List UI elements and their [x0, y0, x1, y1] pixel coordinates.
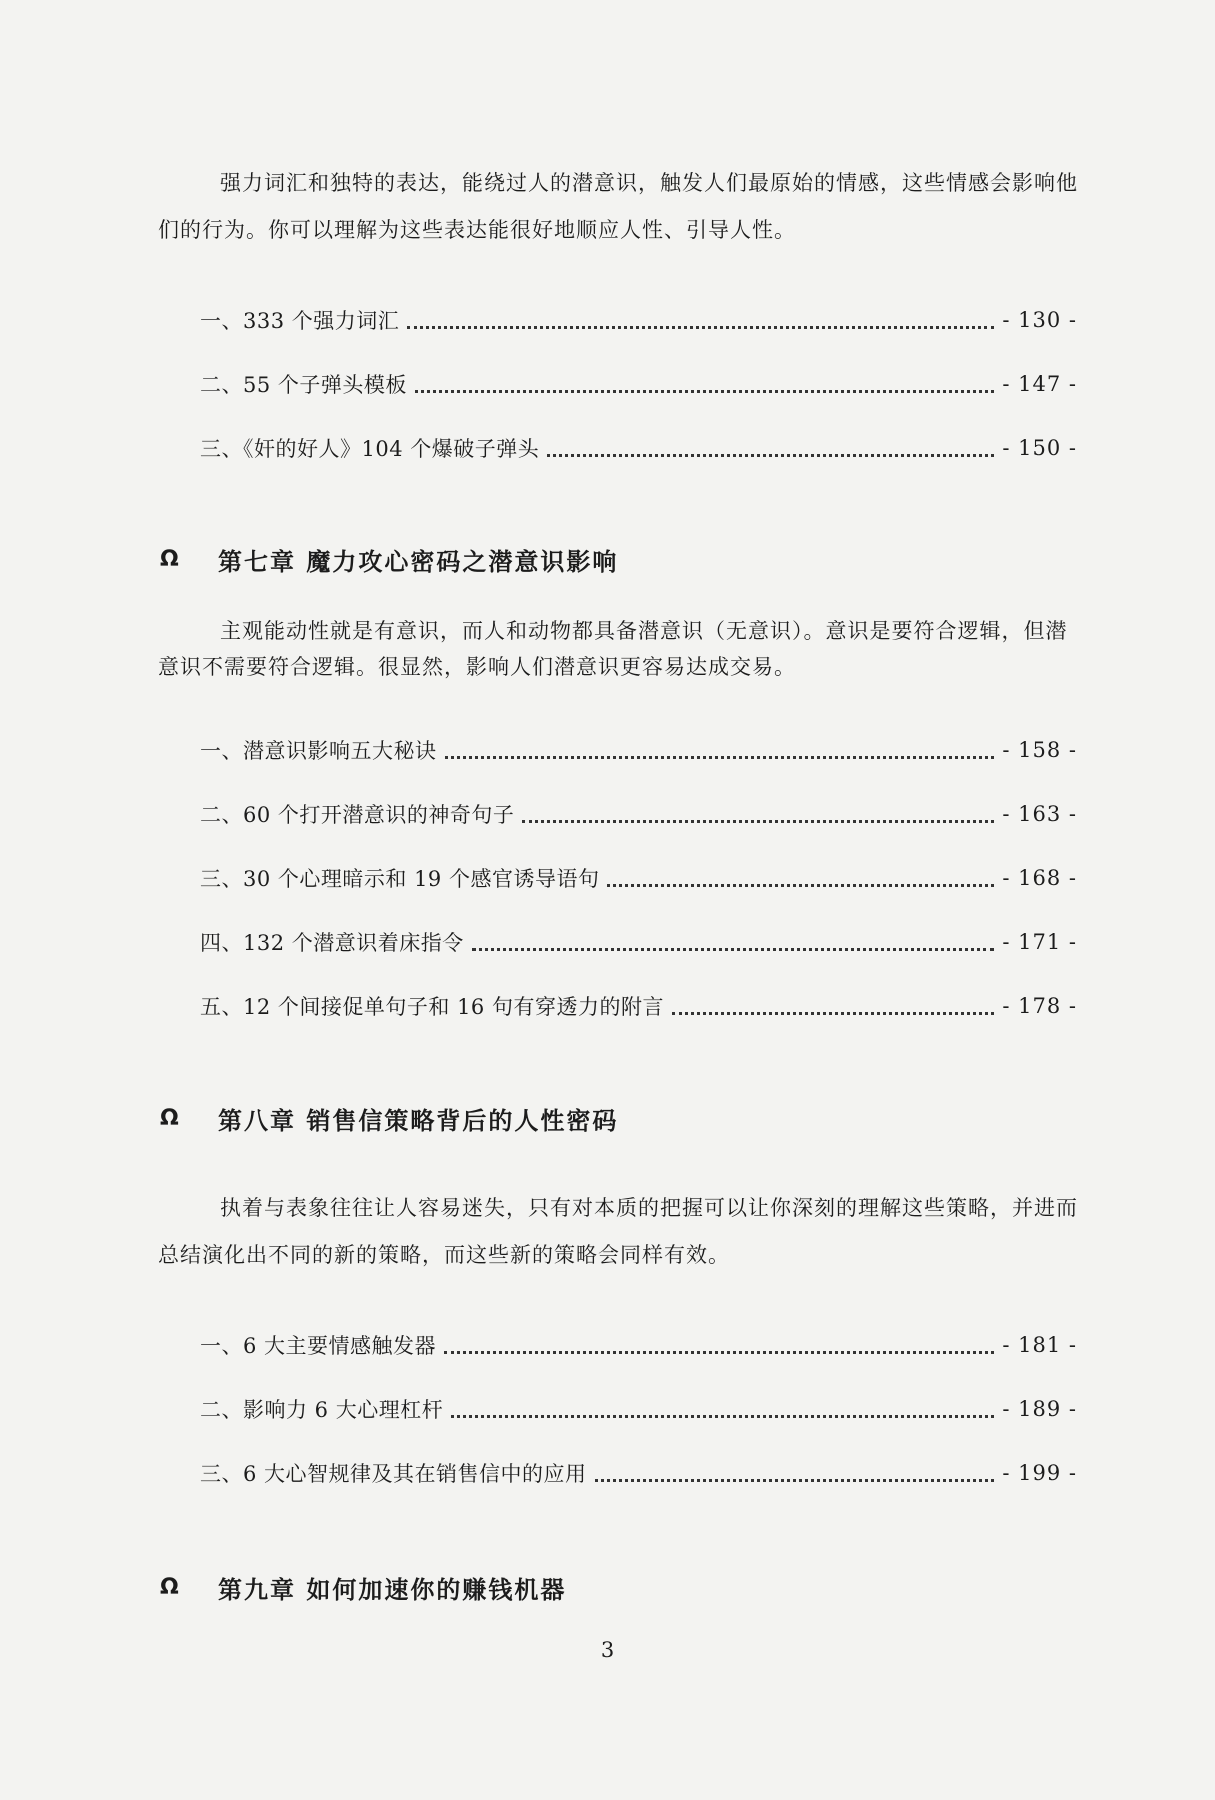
- toc-entry-page: - 163 -: [1002, 802, 1077, 826]
- chapter7-intro-paragraph: 主观能动性就是有意识，而人和动物都具备潜意识（无意识）。意识是要符合逻辑，但潜意识不需要符合逻辑。很显然，影响人们潜意识更容易达成交易。: [158, 619, 1068, 679]
- toc-entry[interactable]: [200, 1389, 1077, 1429]
- omega-icon: Ω: [160, 1574, 181, 1600]
- toc-entry-page: - 158 -: [1002, 738, 1077, 762]
- toc-entry[interactable]: [200, 730, 1077, 770]
- toc-entry[interactable]: [200, 986, 1077, 1026]
- page-number: 3: [600, 1638, 615, 1662]
- chapter7-title: 第七章 魔力攻心密码之潜意识影响: [218, 546, 619, 576]
- toc-entry-page: - 150 -: [1002, 436, 1077, 460]
- chapter8-heading[interactable]: [160, 1098, 618, 1138]
- toc-entry[interactable]: [200, 858, 1077, 898]
- toc-leader-dots: [672, 1012, 994, 1015]
- chapter8-intro-paragraph: 执着与表象往往让人容易迷失，只有对本质的把握可以让你深刻的理解这些策略，并进而总结演化出不同的新的策略，而这些新的策略会同样有效。: [158, 1196, 1078, 1267]
- toc-entry-page: - 130 -: [1002, 308, 1077, 332]
- chapter6-intro-paragraph: 强力词汇和独特的表达，能绕过人的潜意识，触发人们最原始的情感，这些情感会影响他们的行为。你可以理解为这些表达能很好地顺应人性、引导人性。: [158, 171, 1078, 242]
- omega-icon: Ω: [160, 546, 181, 572]
- omega-icon: Ω: [160, 1105, 181, 1131]
- toc-entry-page: - 171 -: [1002, 930, 1077, 954]
- toc-entry-page: - 178 -: [1002, 994, 1077, 1018]
- toc-entry-title: 一、333 个强力词汇: [200, 309, 400, 333]
- chapter9-heading[interactable]: [160, 1567, 566, 1607]
- toc-entry-title: 二、60 个打开潜意识的神奇句子: [200, 803, 515, 827]
- chapter9-title: 第九章 如何加速你的赚钱机器: [218, 1574, 567, 1604]
- toc-leader-dots: [472, 948, 995, 951]
- toc-leader-dots: [445, 756, 995, 759]
- toc-entry-title: 二、影响力 6 大心理杠杆: [200, 1398, 444, 1422]
- toc-entry-title: 三、《奸的好人》104 个爆破子弹头: [200, 437, 540, 461]
- toc-entry-page: - 199 -: [1002, 1461, 1077, 1485]
- toc-entry-page: - 147 -: [1002, 372, 1077, 396]
- toc-leader-dots: [607, 884, 994, 887]
- toc-entry-page: - 189 -: [1002, 1397, 1077, 1421]
- toc-entry-title: 五、12 个间接促单句子和 16 句有穿透力的附言: [200, 995, 664, 1019]
- toc-entry[interactable]: [200, 1453, 1077, 1493]
- toc-entry-page: - 181 -: [1002, 1333, 1077, 1357]
- toc-entry-title: 一、潜意识影响五大秘诀: [200, 739, 437, 763]
- toc-leader-dots: [595, 1479, 995, 1482]
- chapter8-title: 第八章 销售信策略背后的人性密码: [218, 1105, 619, 1135]
- toc-leader-dots: [547, 454, 994, 457]
- toc-entry[interactable]: [200, 922, 1077, 962]
- toc-entry[interactable]: [200, 428, 1077, 468]
- toc-entry-title: 一、6 大主要情感触发器: [200, 1334, 437, 1358]
- toc-entry-title: 二、55 个子弹头模板: [200, 373, 407, 397]
- toc-leader-dots: [407, 326, 994, 329]
- toc-entry[interactable]: [200, 1325, 1077, 1365]
- toc-leader-dots: [522, 820, 994, 823]
- toc-entry[interactable]: [200, 300, 1077, 340]
- toc-entry[interactable]: [200, 794, 1077, 834]
- toc-entry-page: - 168 -: [1002, 866, 1077, 890]
- toc-leader-dots: [451, 1415, 994, 1418]
- toc-entry[interactable]: [200, 364, 1077, 404]
- toc-entry-title: 三、30 个心理暗示和 19 个感官诱导语句: [200, 867, 600, 891]
- toc-leader-dots: [444, 1351, 994, 1354]
- chapter7-heading[interactable]: [160, 539, 618, 579]
- toc-leader-dots: [415, 390, 994, 393]
- toc-entry-title: 四、132 个潜意识着床指令: [200, 931, 464, 955]
- toc-entry-title: 三、6 大心智规律及其在销售信中的应用: [200, 1462, 587, 1486]
